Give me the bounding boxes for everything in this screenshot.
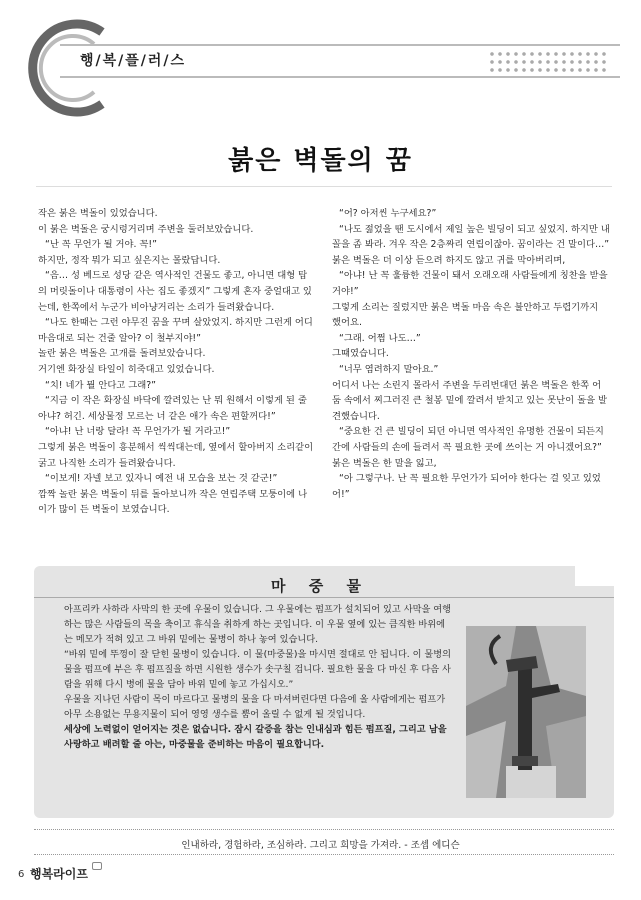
- section-title: 행/복/플/러/스: [80, 53, 187, 69]
- quote-divider-bottom: [34, 854, 614, 855]
- paragraph: “나도 젊었을 땐 도시에서 제일 높은 빌딩이 되고 싶었지. 하지만 내 꼴을 좀 봐라. 겨우 작은 2층짜리 연립이잖아. 꿈이라는 건 말이다…”: [332, 223, 610, 251]
- paragraph: “난 꼭 무언가 될 거야. 꼭!”: [45, 239, 157, 251]
- page-number: 6: [18, 869, 25, 880]
- paragraph: “아냐! 난 꼭 훌륭한 건물이 돼서 오래오래 사람들에게 칭찬을 받을 거야!”: [332, 270, 608, 297]
- article-left-column: [38, 206, 316, 518]
- box-paragraph: 우물을 지나던 사람이 목이 마르다고 물병의 물을 다 마셔버린다면 다음에 올 사람에게는 펌프가 아무 소용없는 무용지물이 되어 영영 생수를 뿜어 올릴 수 없게 될 것입니다.: [64, 694, 446, 720]
- box-body: [64, 602, 452, 752]
- paragraph: 이 붉은 벽돌은 궁시렁거리며 주변을 둘러보았습니다.: [38, 223, 254, 235]
- paragraph: 깜짝 놀란 붉은 벽돌이 뒤를 돌아보니까 작은 연립주택 모퉁이에 나이가 많이 든 벽돌이 보였습니다.: [38, 488, 308, 516]
- paragraph: 하지만, 정작 뭐가 되고 싶은지는 몰랐답니다.: [38, 254, 221, 266]
- box-title: 마 중 물: [271, 577, 370, 595]
- paragraph: 붉은 벽돌은 한 말을 잃고,: [332, 457, 437, 469]
- dot-pattern-decoration: [488, 50, 608, 74]
- article-title: 붉은 벽돌의 꿈: [228, 146, 413, 176]
- water-pump-photo: [466, 626, 586, 798]
- paragraph: 거기엔 화장실 타일이 히죽대고 있었습니다.: [38, 363, 215, 375]
- box-paragraph: “바위 밑에 뚜껑이 잘 닫힌 물병이 있습니다. 이 물(마중물)을 마시면 절대로 안 됩니다. 이 물병의 물을 펌프에 부은 후 펌프질을 하면 시원한 생수가 솟구칠 겁니다. 필요한 물을 다 마신 후 다음 사람을 위해 다시 병에 물을 담아 바위 밑에 놓고 가십시오.”: [64, 649, 452, 690]
- paragraph: “음… 성 베드로 성당 같은 역사적인 건물도 좋고, 아니면 대형 탑의 머릿돌이나 대통령이 사는 집도 좋겠지” 그렇게 혼자 중얼대고 있는데, 한쪽에서 누군가 비아냥거리는 소리가 들려왔습니다.: [38, 270, 312, 313]
- paragraph: “아 그렇구나. 난 꼭 필요한 무언가가 되어야 한다는 걸 잊고 있었어!”: [332, 473, 601, 500]
- paragraph: “너무 염려하지 말아요.”: [339, 363, 439, 375]
- box-paragraph: 아프리카 사하라 사막의 한 곳에 우물이 있습니다. 그 우물에는 펌프가 설치되어 있고 사막을 여행하는 많은 사람들의 목을 축이고 휴식을 취하게 하는 곳입니다. 이 우물 옆에 있는 큼직한 바위에는 메모가 적혀 있고 그 바위 밑에는 물병이 하나 놓여 있습니다.: [64, 604, 452, 645]
- article-right-column: [332, 206, 610, 502]
- paragraph: “아냐! 난 너랑 달라! 꼭 무언가가 될 거라고!”: [45, 426, 231, 438]
- paragraph: 작은 붉은 벽돌이 있었습니다.: [38, 208, 158, 219]
- quote-text: 인내하라, 경험하라, 조심하라. 그리고 희망을 가져라. - 조셉 에디슨: [181, 840, 460, 851]
- paragraph: 놀란 붉은 벽돌은 고개를 돌려보았습니다.: [38, 348, 206, 360]
- brand-mark-icon: [92, 862, 102, 870]
- paragraph: 붉은 벽돌은 더 이상 듣으려 하지도 않고 귀를 막아버리며,: [332, 254, 566, 266]
- paragraph: “그래. 어쩜 나도…”: [339, 332, 421, 344]
- brand-logo: 행복라이프: [30, 867, 88, 881]
- title-divider: [36, 186, 612, 187]
- paragraph: “지금 이 작은 화장실 바닥에 깔려있는 난 뭐 원해서 이렇게 된 줄 아냐? 허긴. 세상물정 모르는 너 같은 애가 속은 편할꺼다!”: [38, 395, 307, 422]
- paragraph: 그때였습니다.: [332, 348, 389, 360]
- paragraph: 그렇게 붉은 벽돌이 흥분해서 씩씩대는데, 옆에서 할아버지 소리같이 굵고 나직한 소리가 들려왔습니다.: [38, 441, 314, 469]
- paragraph: “나도 한때는 그런 야무진 꿈을 꾸며 살았었지. 하지만 그런게 어디 마음대로 되는 건줄 알아? 이 철부지야!”: [38, 317, 313, 344]
- paragraph: “치! 네가 뭘 안다고 그래?”: [45, 379, 156, 391]
- box-title-divider: [34, 597, 614, 598]
- paragraph: “어? 아저씬 누구세요?”: [339, 208, 437, 219]
- quote-divider-top: [34, 829, 614, 830]
- paragraph: “중요한 건 큰 빌딩이 되던 아니면 역사적인 유명한 건물이 되든지 간에 사람들의 손에 들려서 꼭 필요한 곳에 쓰이는 거 아니겠어요?”: [332, 426, 604, 453]
- box-emphasis: 세상에 노력없이 얻어지는 것은 없습니다. 잠시 갈증을 참는 인내심과 힘든 펌프질, 그리고 남을 사랑하고 배려할 줄 아는, 마중물을 준비하는 마음이 필요합니다.: [64, 724, 447, 750]
- paragraph: 어디서 나는 소린지 몰라서 주변을 두리번대던 붉은 벽돌은 한쪽 어둠 속에서 찌그러진 큰 철봉 밑에 깔려서 받치고 있는 못난이 돌을 발견했습니다.: [332, 379, 607, 422]
- paragraph: 그렇게 소리는 질렀지만 붉은 벽돌 마음 속은 불안하고 두렵기까지 했어요.: [332, 301, 599, 329]
- paragraph: “이보게! 자넬 보고 있자니 예전 내 모습을 보는 것 같군!”: [45, 473, 278, 485]
